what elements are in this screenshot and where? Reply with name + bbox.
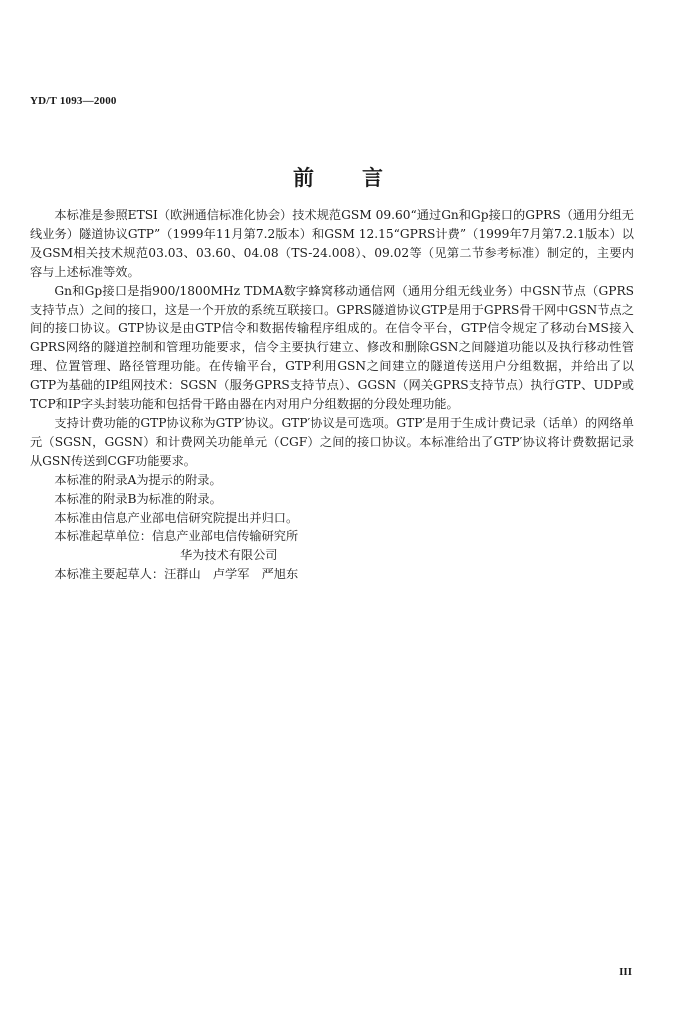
line-appendix-b: 本标准的附录B为标准的附录。	[54, 491, 222, 506]
paragraph-gtp-prime: 支持计费功能的GTP协议称为GTP′协议。GTP′协议是可选项。GTP′是用于生成计费记录（话单）的网络单元（SGSN，GGSN）和计费网关功能单元（CGF）之间的接口协议。本标准给出了GTP′协议将计费数据记录从GSN传送到CGF功能要求。	[30, 415, 634, 468]
paragraph-gn-gp-interface: Gn和Gp接口是指900/1800MHz TDMA数字蜂窝移动通信网（通用分组无线业务）中GSN节点（GPRS支持节点）之间的接口，这是一个开放的系统互联接口。GPRS隧道协议GTP是用于GPRS骨干网中GSN节点之间的接口协议。GTP协议是由GTP信令和数据传输程序组成的。在信令平台，GTP信令规定了移动台MS接入GPRS网络的隧道控制和管理功能要求，信令主要执行建立、修改和删除GSN之间隧道功能以及执行移动性管理、位置管理、路径管理功能。在传输平台，GTP利用GSN之间建立的隧道传送用户分组数据，并给出了以GTP为基础的IP组网技术：SGSN（服务GPRS支持节点）、GGSN（网关GPRS支持节点）执行GTP、UDP或TCP和IP字头封装功能和包括骨干路由器在内对用户分组数据的分段处理功能。	[30, 283, 634, 412]
page-title: 前言	[293, 165, 431, 190]
line-drafting-unit-2: 华为技术有限公司	[180, 548, 278, 563]
line-drafting-unit: 本标准起草单位：信息产业部电信传输研究所	[54, 529, 299, 544]
line-appendix-a: 本标准的附录A为提示的附录。	[54, 472, 222, 487]
standard-code: YD/T 1093—2000	[30, 95, 117, 107]
paragraph-reference-standards: 本标准是参照ETSI（欧洲通信标准化协会）技术规范GSM 09.60“通过Gn和Gp接口的GPRS（通用分组无线业务）隧道协议GTP”（1999年11月第7.2版本）和GSM 12.15“GPRS计费”（1999年7月第7.2.1版本）以及GSM相关技术规范03.03、03.60、04.08（TS-24.008）、09.02等（见第二节参考标准）制定的，主要内容与上述标准等效。	[30, 208, 634, 279]
page-number: III	[619, 966, 632, 978]
line-proposer: 本标准由信息产业部电信研究院提出并归口。	[54, 510, 299, 525]
foreword-body	[30, 206, 634, 584]
line-drafters: 本标准主要起草人：汪群山 卢学军 严旭东	[54, 567, 299, 582]
